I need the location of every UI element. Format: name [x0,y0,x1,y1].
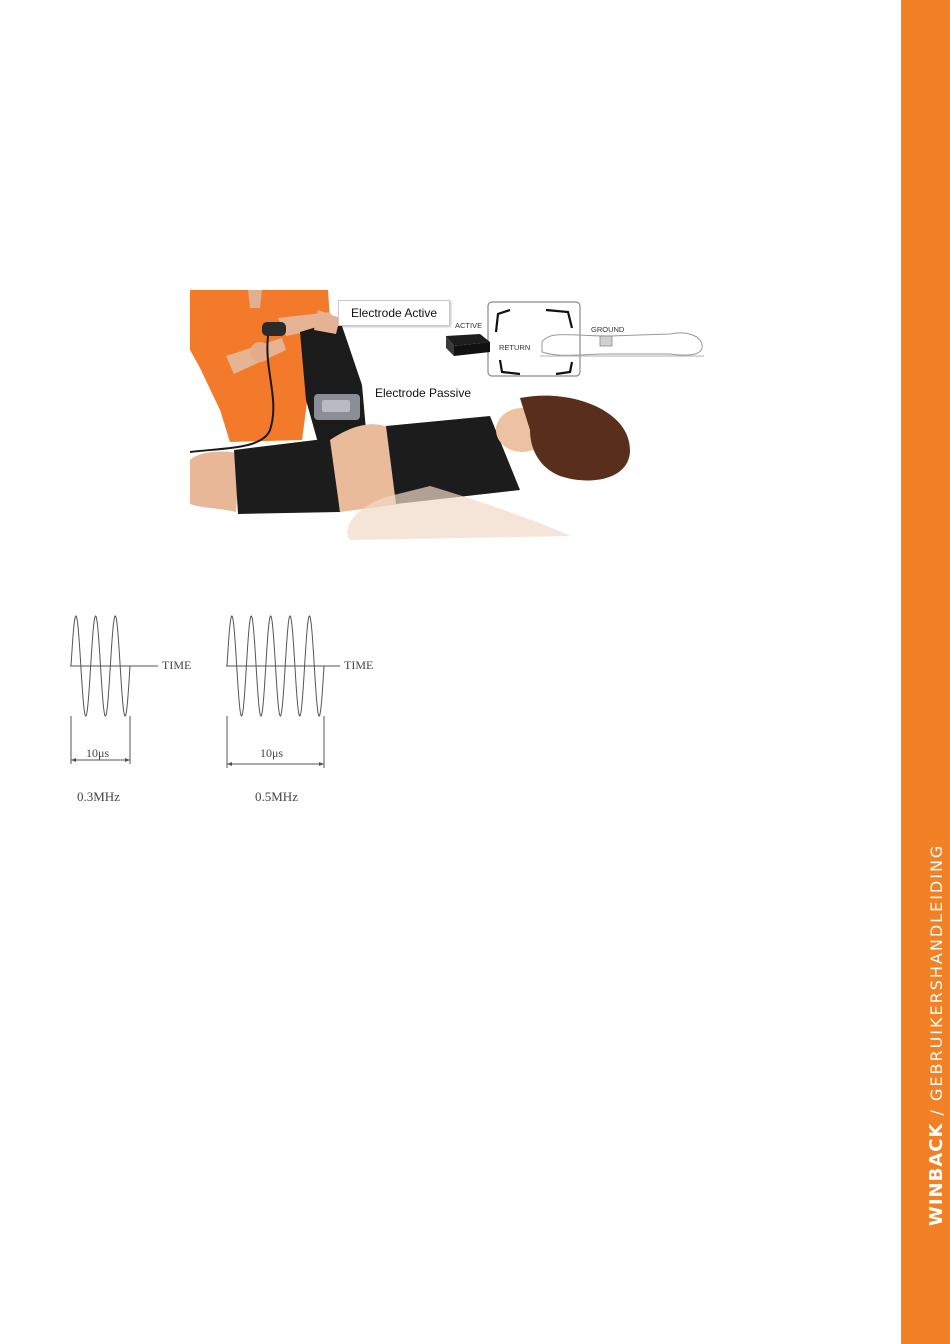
electrode-active-callout: Electrode Active [338,300,450,326]
waveform-span-arrow-right [319,762,324,766]
diagram-patient-outline [542,333,702,355]
period-span-label: 10μs [86,746,110,760]
waveform-span-arrow-left [227,762,232,766]
diagram-active-label: ACTIVE [455,321,483,330]
patient-shorts [234,438,340,514]
period-span-label: 10μs [260,746,284,760]
diagram-return-label: RETURN [499,343,531,352]
treatment-photo [190,290,710,546]
electrode-passive-callout: Electrode Passive [366,382,480,404]
handpiece [262,322,286,336]
patient-hair [520,396,630,481]
waveform-span-arrow-right [125,758,130,762]
passive-electrode-plate [322,400,350,412]
patient-thigh [190,452,240,512]
treatment-illustration [190,290,710,546]
diagram-ground-label: GROUND [591,325,625,334]
waveform-0.5mhz [222,612,352,772]
frequency-label: 0.3MHz [77,789,120,804]
time-axis-label: TIME [162,658,192,672]
arrow-top-right [546,310,572,328]
title-separator: / [927,1101,946,1123]
brand-name: WINBACK [926,1122,947,1226]
time-axis-label: TIME [344,658,374,672]
therapist-neck [248,290,262,308]
frequency-label: 0.5MHz [255,789,298,804]
arrow-bottom-right [556,362,572,374]
waveform-span-arrow-left [71,758,76,762]
waveform-0.3mhz [66,612,166,772]
document-title: GEBRUIKERSHANDLEIDING [927,843,946,1101]
side-label [927,844,947,1226]
ground-pad [600,336,612,346]
patient-knee [314,310,340,334]
arrow-bottom-left [500,360,520,374]
arrow-top-left [496,310,510,332]
